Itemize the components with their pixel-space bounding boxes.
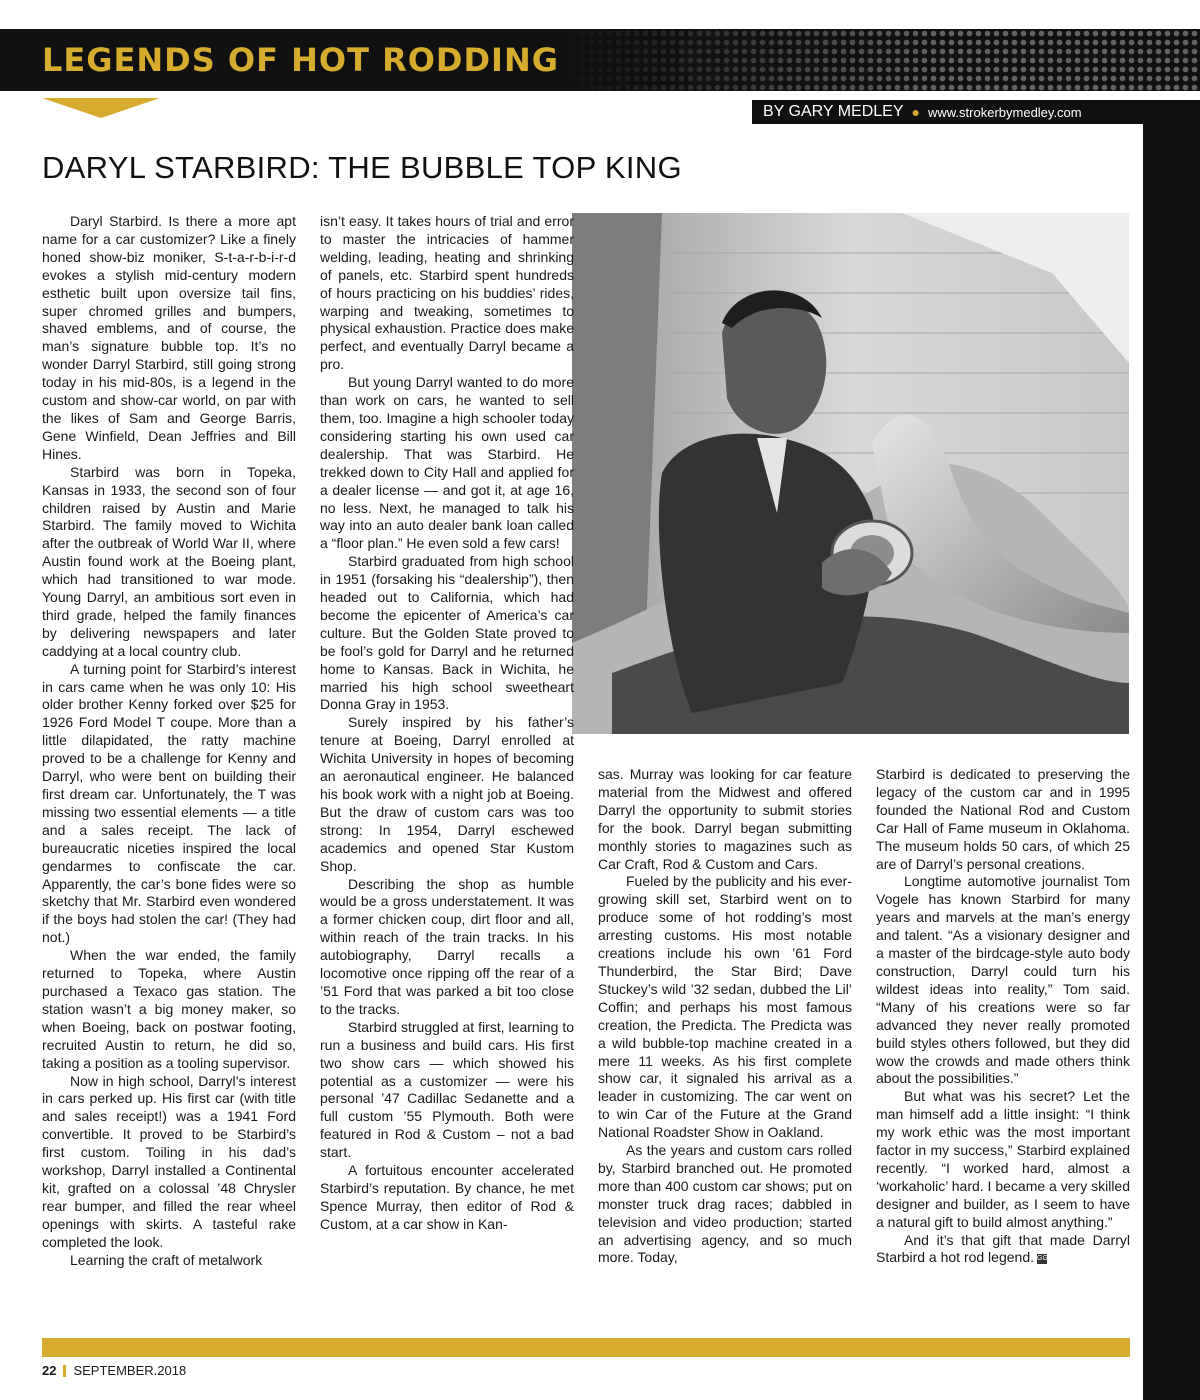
paragraph: isn’t easy. It takes hours of trial and error to master the intricacies of hammer welding, leading, heating and shrinking of panels, etc. Starbird spent hundreds of hours practicing on his buddies’ rides, warping and tweaking, sometimes to physical exhaustion. Practice does make perfect, and eventually Darryl became a pro. bbox=[320, 213, 574, 373]
paragraph: Longtime automotive journalist Tom Vogele has known Starbird for many years and marvels at the man’s energy and talent. “As a visionary designer and a master of the birdcage-style auto body construction, Darryl could turn his wildest ideas into reality,” Tom said. “Many of his creations were so far advanced they never really promoted build styles others followed, but they did wow the crowds and made others think about the possibilities.” bbox=[876, 873, 1130, 1087]
closing-sentence: And it’s that gift that made Darryl Starbird a hot rod legend. bbox=[876, 1231, 1130, 1266]
paragraph: A turning point for Starbird’s interest in cars came when he was only 10: His older brother Kenny forked over $25 for 1926 Ford Model T coupe. More than a little dilapidated, the ratty machine proved to be a challenge for Kenny and Darryl, who were bent on building their first dream car. Unfortunately, the T was missing two essential elements — a title and a sales receipt. The lack of bureaucratic niceties inspired the local gendarmes to confiscate the car. Apparently, the car’s bone fides were so sketchy that Mr. Starbird even wondered if the boys had stolen the car! (They had not.) bbox=[42, 660, 296, 946]
footer-divider bbox=[63, 1365, 66, 1377]
paragraph: Describing the shop as humble would be a gross understatement. It was a former chicken coup, dirt floor and all, within reach of the train tracks. In his autobiography, Darryl recalls a locomotive once ripping off the rear of a ’51 Ford that was parked a bit too close to the tracks. bbox=[320, 875, 574, 1017]
paragraph: As the years and custom cars rolled by, Starbird branched out. He promoted more than 400 custom car shows; put on monster truck drag races; dabbled in television and video production; started an advertising agency, and so much more. Today, bbox=[598, 1142, 852, 1266]
issue-date: SEPTEMBER.2018 bbox=[73, 1363, 187, 1378]
bullet-icon: ● bbox=[911, 104, 920, 120]
footer-gold-rule bbox=[42, 1338, 1130, 1357]
paragraph bbox=[876, 1232, 1130, 1268]
paragraph: Daryl Starbird. Is there a more apt name for a car customizer? Like a finely honed show-biz moniker, S-t-a-r-b-i-r-d evokes a stylish mid-century modern esthetic built upon oversize tail fins, super chromed grilles and bumpers, shaved emblems, and of course, the man’s signature bubble top. It’s no wonder Darryl Starbird, still going strong today in his mid-80s, is a legend in the custom and show-car world, on par with the likes of Sam and George Barris, Gene Winfield, Dean Jeffries and Bill Hines. bbox=[42, 213, 296, 462]
paragraph: When the war ended, the family returned to Topeka, where Austin purchased a Texaco gas station. The station wasn’t a big money maker, so when Boeing, back on postwar footing, recruited Austin to return, he did so, taking a position as a tooling supervisor. bbox=[42, 947, 296, 1071]
paragraph: But young Darryl wanted to do more than work on cars, he wanted to sell them, too. Imagine a high schooler today considering starting his own used car dealership. That was Starbird. He trekked down to City Hall and applied for a dealer license — and got it, at age 16, no less. Next, he managed to talk his way into an auto dealer bank loan called a “floor plan.” He even sold a few cars! bbox=[320, 374, 574, 552]
article-column-1 bbox=[42, 213, 296, 1269]
series-title: LEGENDS OF HOT RODDING bbox=[42, 41, 559, 79]
article-column-2 bbox=[320, 213, 574, 1234]
paragraph: Fueled by the publicity and his ever-growing skill set, Starbird went on to produce some of hot rodding’s most arresting customs. His most notable creations include his own ’61 Ford Thunderbird, the Star Bird; Dave Stuckey’s wild ’32 sedan, dubbed the Lil’ Coffin; and perhaps his most famous creation, the Predicta. The Predicta was a wild bubble-top machine created in a mere 11 weeks. As his first complete show car, it signaled his arrival as a leader in customizing. The car went on to win Car of the Future at the Grand National Roadster Show in Oakland. bbox=[598, 873, 852, 1141]
article-column-3 bbox=[598, 766, 852, 1267]
paragraph: A fortuitous encounter accelerated Starbird’s reputation. By chance, he met Spence Murray, then editor of Rod & Custom, at a car show in Kan- bbox=[320, 1162, 574, 1232]
paragraph: Learning the craft of metalwork bbox=[70, 1251, 263, 1268]
article-column-4 bbox=[876, 766, 1130, 1267]
halftone-pattern bbox=[560, 29, 1200, 91]
page-edge-bar bbox=[1143, 124, 1200, 1400]
paragraph: Surely inspired by his father’s tenure at Boeing, Darryl enrolled at Wichita University in hopes of becoming an aeronautical engineer. He balanced his book work with a night job at Boeing. But the draw of custom cars was too strong: In 1954, Darryl eschewed academics and opened Star Kustom Shop. bbox=[320, 714, 574, 874]
series-banner bbox=[0, 29, 1200, 91]
paragraph: Starbird was born in Topeka, Kansas in 1933, the second son of four children raised by Austin and Marie Starbird. The family moved to Wichita after the outbreak of World War II, where Austin found work at the Boeing plant, which had transitioned to war mode. Young Darryl, an ambitious sort even in third grade, helped the family finances by delivering newspapers and later caddying at a local country club. bbox=[42, 463, 296, 659]
page-footer bbox=[42, 1363, 186, 1378]
website-link[interactable]: www.strokerbymedley.com bbox=[927, 104, 1082, 120]
paragraph: sas. Murray was looking for car feature material from the Midwest and offered Darryl the opportunity to submit stories for the book. Darryl began submitting monthly stories to magazines such as Car Craft, Rod & Custom and Cars. bbox=[598, 766, 852, 872]
article-headline: DARYL STARBIRD: THE BUBBLE TOP KING bbox=[42, 150, 682, 185]
page-number: 22 bbox=[42, 1363, 57, 1378]
article-photo bbox=[572, 213, 1129, 734]
paragraph: Starbird is dedicated to preserving the legacy of the custom car and in 1995 founded the National Rod and Custom Car Hall of Fame museum in Oklahoma. The museum holds 50 cars, of which 25 are of Darryl’s personal creations. bbox=[876, 766, 1130, 872]
paragraph: Starbird graduated from high school in 1951 (forsaking his “dealership”), then headed out to California, which had become the epicenter of America’s car culture. But the Golden State proved to be fool’s gold for Darryl and he returned home to Kansas. Back in Wichita, he married his high school sweetheart Donna Gray in 1953. bbox=[320, 553, 574, 713]
gold-chevron-icon bbox=[42, 98, 160, 118]
end-mark-icon: GG bbox=[1037, 1254, 1048, 1262]
paragraph: Starbird struggled at first, learning to run a business and build cars. His first two show cars — which showed his potential as a customizer — were his personal ’47 Cadillac Sedanette and a full custom ’55 Plymouth. Both were featured in Rod & Custom – not a bad start. bbox=[320, 1018, 574, 1161]
byline-bar bbox=[752, 100, 1200, 124]
paragraph: But what was his secret? Let the man himself add a little insight: “I think my work ethic was the most important factor in my success,” Starbird explained recently. “I worked hard, almost a ‘workaholic’ hard. I became a very skilled designer and builder, as I seem to have a natural gift to build almost anything.” bbox=[876, 1088, 1130, 1230]
paragraph: Now in high school, Darryl’s interest in cars perked up. His first car (with title and sales receipt!) was a 1941 Ford convertible. It proved to be Starbird’s first custom. Toiling in his dad’s workshop, Darryl installed a Continental kit, grafted on a colossal ’48 Chrysler rear bumper, and filled the rear wheel openings with skirts. A tasteful rake completed the look. bbox=[42, 1072, 296, 1250]
byline: BY GARY MEDLEY bbox=[763, 103, 904, 120]
